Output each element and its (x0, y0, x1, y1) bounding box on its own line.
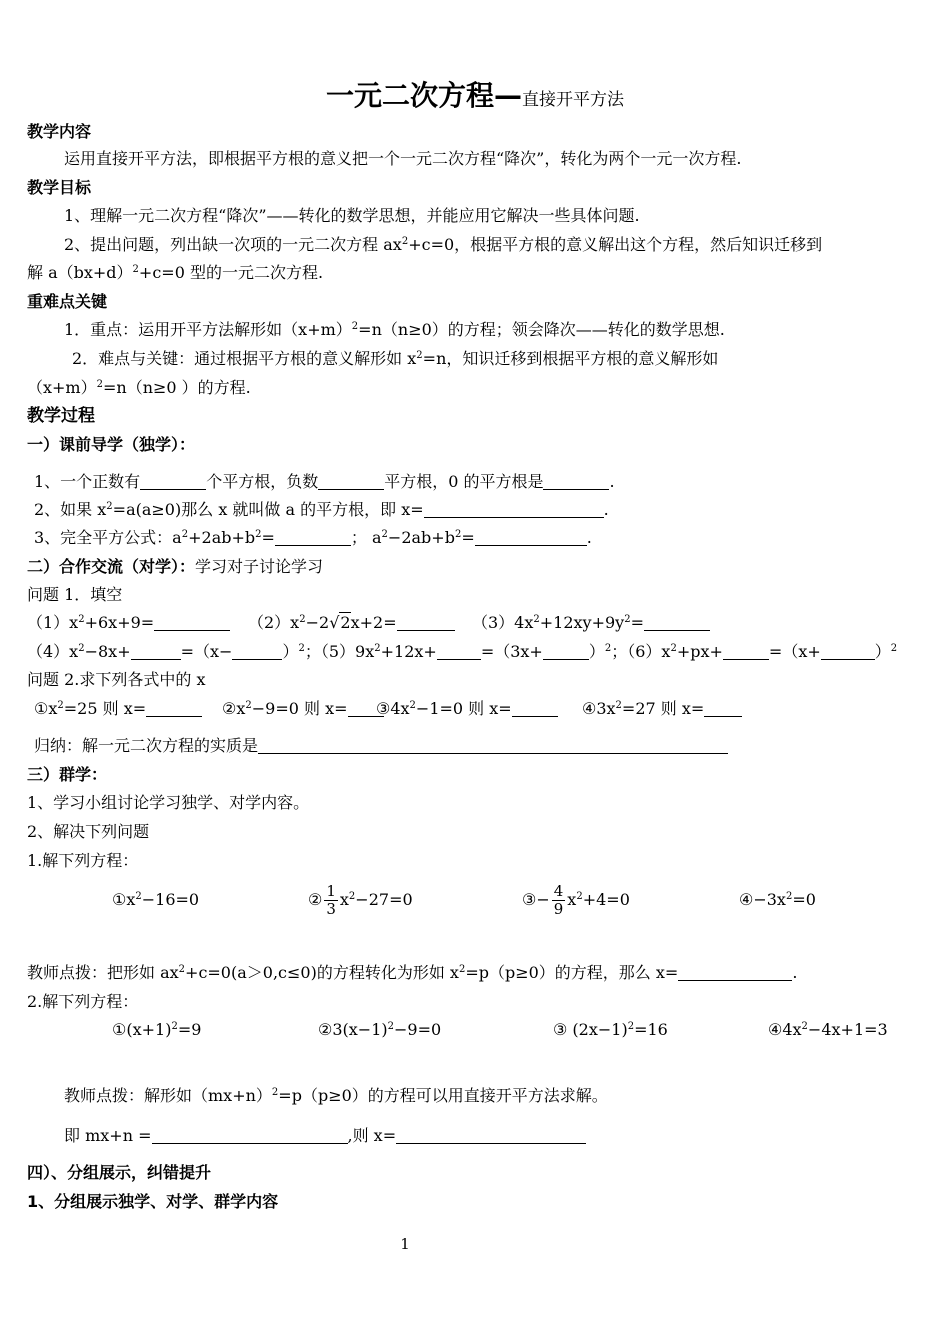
solve-item-1: $①x^2=25$ 则 x= (34, 698, 202, 720)
heading-part1: 一）课前导学（独学）： (27, 435, 196, 454)
answer-blank[interactable] (437, 643, 481, 660)
answer-blank[interactable] (131, 643, 181, 660)
solve-item-2: $②x^2-9=0$ 则 x= (222, 698, 384, 720)
heading-part3: 三）群学： (27, 765, 108, 784)
teacher-tip-1: 教师点拨：把形如 $ax^2+c=0(a>0,c\le 0)$的方程转化为形如 $x^2=p(p\ge 0)$的方程，那么 x= . (27, 963, 798, 982)
teacher-tip-2: 教师点拨：解形如$(mx+n)^2=p(p\ge 0)$的方程可以用直接开平方法求解。 (64, 1086, 608, 1105)
prestudy-q1: 1、一个正数有 个平方根，负数 平方根，0 的平方根是 . (34, 472, 615, 491)
answer-blank[interactable] (397, 614, 455, 631)
title-sub: 直接开平方法 (522, 90, 624, 110)
answer-blank[interactable] (396, 1127, 586, 1144)
goal-1: 1、理解一元二次方程“降次”——转化的数学思想，并能应用它解决一些具体问题. (64, 206, 640, 225)
fill-item-2: $(2)x^2-2√2x+2=$ (248, 612, 455, 634)
group-line-2: 2、解决下列问题 (27, 822, 150, 841)
fraction: $\frac{1}{3}$ (326, 882, 336, 918)
display-line-1: 1、分组展示独学、对学、群学内容 (27, 1192, 279, 1211)
answer-blank[interactable] (512, 700, 558, 717)
title-main: 一元二次方程— (325, 79, 522, 112)
fill-items-4-6: $(4)x^2-8x+ =(x- )^2$；$(5)9x^2+12x+ =(3x+ )^2$；$(6)x^2+px+ =(x+ )^2$ (27, 642, 898, 661)
goal-2-cont: 解 $a(bx+d)^2+c=0$ 型的一元二次方程. (27, 263, 324, 282)
equation-b2: $②3(x-1)^2-9=0$ (318, 1020, 442, 1039)
equation-b1: $①(x+1)^2=9$ (112, 1020, 202, 1039)
answer-blank[interactable] (424, 501, 604, 518)
answer-blank[interactable] (146, 700, 202, 717)
content-text: 运用直接开平方法，即根据平方根的意义把一个一元二次方程“降次”，转化为两个一元一次方程. (64, 149, 742, 168)
answer-blank[interactable] (475, 529, 587, 546)
summary-line: 归纳：解一元二次方程的实质是 (34, 735, 728, 757)
heading-part4: 四）、分组展示，纠错提升 (27, 1163, 212, 1182)
heading-content: 教学内容 (27, 122, 92, 141)
equation-a4: $④-3x^2=0$ (739, 890, 816, 909)
problem-1-title: 问题 1．填空 (27, 585, 123, 604)
answer-blank[interactable] (543, 473, 609, 490)
key-2: 2．难点与关键：通过根据平方根的意义解形如 $x^2=n$，知识迁移到根据平方根的意义解形如 (72, 349, 719, 368)
heading-key: 重难点关键 (27, 292, 108, 311)
key-1: 1．重点：运用开平方法解形如$(x+m)^2=n(n\ge 0)$的方程；领会降次——转化的数学思想. (64, 320, 725, 339)
answer-blank[interactable] (543, 643, 589, 660)
equation-a1: $①x^2-16=0$ (112, 890, 200, 909)
answer-blank[interactable] (258, 737, 728, 754)
group-line-1: 1、学习小组讨论学习独学、对学内容。 (27, 793, 310, 812)
page-number: 1 (400, 1235, 410, 1253)
equation-a3: ③− $\frac{4}{9}$ $x^2+4=0$ (522, 882, 630, 918)
exercise-2-title: 2.解下列方程： (27, 992, 139, 1011)
exercise-1-title: 1.解下列方程： (27, 851, 139, 870)
heading-goals: 教学目标 (27, 178, 92, 197)
key-2-cont: $(x+m)^2=n(n\ge 0$ ）的方程. (27, 378, 251, 397)
fill-item-3: $(3)4x^2+12xy+9y^2=$ (472, 612, 710, 634)
answer-blank[interactable] (723, 643, 769, 660)
answer-blank[interactable] (154, 614, 230, 631)
prestudy-q2: 2、如果 $x^2=a(a\ge 0)$那么 x 就叫做 a 的平方根，即 x= . (34, 500, 609, 519)
solve-item-3: $③4x^2-1=0$ 则 x= (376, 698, 558, 720)
answer-blank[interactable] (140, 473, 206, 490)
answer-blank[interactable] (678, 964, 792, 981)
fill-item-1: $(1)x^2+6x+9=$ (27, 612, 230, 634)
heading-process: 教学过程 (27, 406, 95, 426)
solve-item-4: $④3x^2=27$ 则 x= (582, 698, 742, 720)
answer-blank[interactable] (704, 700, 742, 717)
problem-2-title: 问题 2.求下列各式中的 x (27, 670, 206, 689)
equation-b4: $④4x^2-4x+1=3$ (768, 1020, 888, 1039)
heading-part2: 二）合作交流（对学）：学习对子讨论学习 (27, 557, 324, 576)
fraction: $\frac{4}{9}$ (553, 882, 564, 918)
answer-blank[interactable] (644, 614, 710, 631)
answer-blank[interactable] (152, 1127, 348, 1144)
equation-b3: ③ $(2x-1)^2=16$ (553, 1020, 668, 1039)
page-title (0, 74, 950, 114)
answer-blank[interactable] (232, 643, 282, 660)
answer-blank[interactable] (318, 473, 384, 490)
goal-2: 2、提出问题，列出缺一次项的一元二次方程 $ax^2+c=0$，根据平方根的意义解出这个方程，然后知识迁移到 (64, 235, 823, 254)
answer-blank[interactable] (821, 643, 875, 660)
answer-blank[interactable] (275, 529, 351, 546)
equation-a2: ② $\frac{1}{3}$ $x^2-27=0$ (308, 882, 413, 918)
teacher-tip-3: 即 mx+n = ,则 x= (64, 1125, 586, 1147)
prestudy-q3: 3、完全平方公式：$a^2+2ab+b^2=$ ； $a^2-2ab+b^2=$ . (34, 528, 592, 547)
